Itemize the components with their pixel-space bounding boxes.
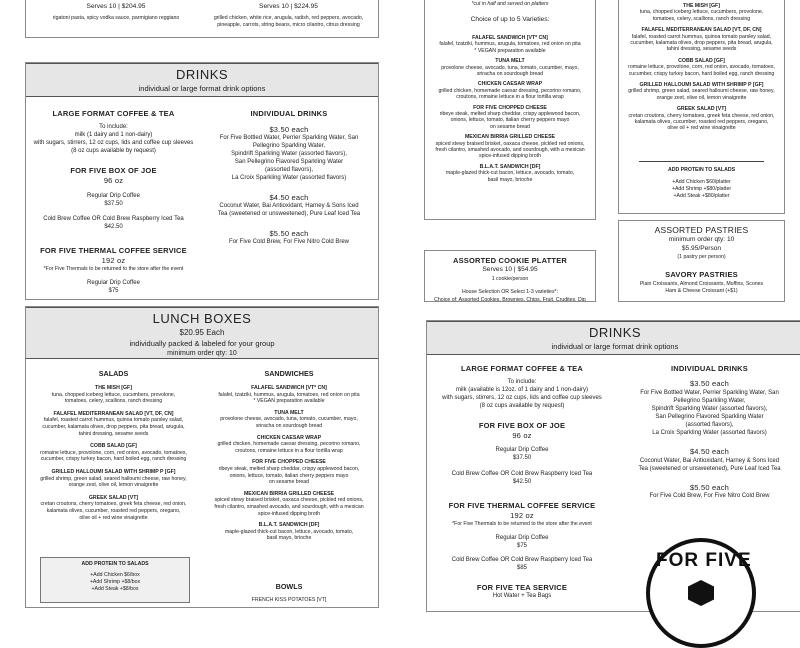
- menu-item-name: CHICKEN CAESAR WRAP: [477, 81, 543, 88]
- r-thermal-note: *For Five Thermals to be returned to the store after the event: [452, 521, 592, 527]
- menu-item-desc: cucumber, crispy turkey bacon, hard boiled egg, ranch dressing: [40, 456, 187, 463]
- cookie-platter-panel: [424, 250, 596, 302]
- menu-item-name: THE MISH [GF]: [95, 385, 132, 391]
- r-cold-brew-price: $42.50: [512, 479, 532, 485]
- cookie-sub: 1 cookie/person: [491, 276, 529, 282]
- menu-item-name: THE MISH [GF]: [683, 3, 720, 9]
- menu-item-desc: spiced stewy braised brisket, oaxaca cheese, pickled red onions,: [214, 497, 364, 504]
- r-joe-size: 96 oz: [512, 431, 532, 440]
- joe-size: 96 oz: [103, 176, 124, 185]
- menu-item-desc: basil mayo, brioche: [266, 535, 312, 542]
- menu-item-name: FALAFEL MEDITERRANEAN SALAD [VT, DF, CN]: [641, 27, 762, 34]
- r-thermal-regular-price: $75: [516, 543, 527, 549]
- r-thermal-heading: FOR FIVE THERMAL COFFEE SERVICE: [448, 501, 596, 510]
- drinks-panel-left: [25, 62, 379, 300]
- r-thermal-size: 192 oz: [510, 511, 534, 520]
- sandwich-platter-panel: [424, 0, 596, 220]
- drinks-right-subtitle: individual or large format drink options: [551, 342, 679, 351]
- drinks-title: DRINKS: [175, 67, 229, 82]
- menu-item-desc: cucumber, kalamata olives, drop peppers, pita bread, arugula,: [630, 40, 773, 46]
- menu-item-desc: onions, lettuce, tomato, italian cherry peppers mayo: [450, 117, 570, 124]
- menu-item-desc: maple-glazed thick-cut bacon, lettuce, avocado, tomato,: [224, 528, 354, 535]
- menu-item-desc: olive oil + red wine vinaigrette: [667, 125, 736, 132]
- menu-item-desc: cretan croutons, cherry tomatoes, greek feta cheese, red onion,: [40, 501, 187, 508]
- r-includes-3: (8 oz cups available by request): [479, 403, 565, 409]
- menu-item-name: CHICKEN CAESAR WRAP: [256, 434, 322, 441]
- menu-item-desc: romaine lettuce, provolone, corn, red onion, avocado, tomatoes,: [628, 64, 775, 71]
- r-large-format-heading: LARGE FORMAT COFFEE & TEA: [461, 364, 583, 373]
- r-tea-heading: FOR FIVE TEA SERVICE: [476, 583, 568, 592]
- ind-desc-3: For Five Cold Brew, For Five Nitro Cold Brew: [228, 239, 350, 245]
- platter-choice: Choice of up to 5 Varieties:: [470, 16, 550, 23]
- ind-desc-2b: Tea (sweetened or unsweetened), Pure Leaf Iced Tea: [217, 211, 361, 217]
- menu-item-desc: sriracha on sourdough bread: [255, 423, 323, 429]
- ind-desc-1a: For Five Bottled Water, Perrier Sparkling Water, San: [219, 135, 359, 141]
- ind-desc-2a: Coconut Water, Bai Antioxidant, Harney & Sons Iced: [219, 203, 359, 209]
- menu-item-desc: tahini dressing, sesame seeds: [666, 46, 737, 53]
- menu-item-name: TUNA MELT: [274, 409, 304, 416]
- large-format-heading: LARGE FORMAT COFFEE & TEA: [52, 109, 175, 118]
- ind-desc-1c: Spindrift Sparkling Water (assorted flavors),: [231, 151, 347, 157]
- menu-item-desc: tuna, chopped iceberg lettuce, cucumbers, provolone,: [639, 9, 764, 16]
- ind-desc-1d: San Pellegrino Flavored Sparkling Water: [234, 159, 344, 165]
- lunch-price: $20.95 Each: [179, 328, 225, 337]
- salad-platter-panel: [618, 0, 785, 214]
- cookie-partial: Choice of: Assorted Cookies, Brownies, Chips, Fruit, Crudites, Dip: [434, 297, 586, 302]
- top-fragment-panel: [25, 0, 379, 38]
- menu-item-name: FOR FIVE CHOPPED CHEESE: [473, 104, 547, 111]
- cookie-title: ASSORTED COOKIE PLATTER: [452, 256, 568, 265]
- cold-brew-price: $42.50: [104, 224, 123, 230]
- menu-item-desc: ribeye steak, melted sharp cheddar, crispy applewood bacon,: [439, 111, 581, 117]
- menu-item-desc: grilled chicken, homemade caesar dressing, pecorino romano,: [438, 87, 582, 94]
- menu-item-name: MEXICAN BIRRIA GRILLED CHEESE: [464, 134, 556, 141]
- menu-item-name: FOR FIVE CHOPPED CHEESE: [252, 459, 326, 466]
- menu-item-name: FALAFEL SANDWICH [VT* CN]: [251, 385, 327, 391]
- menu-item-desc: onions, lettuce, tomato, italian cherry peppers mayo: [229, 472, 349, 479]
- right-add-protein-heading: ADD PROTEIN TO SALADS: [667, 167, 736, 173]
- drinks-banner: [25, 63, 379, 97]
- menu-item-desc: olive oil + red wine vinaigrette: [79, 514, 148, 521]
- lunch-title: LUNCH BOXES: [152, 311, 252, 326]
- menu-item-desc: fresh cilantro, smashed avocado, and sourdough, with a mexican: [214, 504, 364, 510]
- r-regular-drip: Regular Drip Coffee: [495, 447, 549, 453]
- pastries-minimum: minimum order qty: 10: [668, 236, 735, 243]
- bowls-partial: FRENCH KISS POTATOES [VT]: [251, 597, 327, 603]
- menu-item-desc: maple-glazed thick-cut bacon, lettuce, avocado, tomato,: [445, 170, 575, 177]
- menu-item-name: GREEK SALAD [VT]: [88, 494, 139, 501]
- thermal-size: 192 oz: [101, 256, 126, 265]
- r-cold-brew: Cold Brew Coffee OR Cold Brew Raspberry Iced Tea: [451, 471, 593, 477]
- menu-item-desc: spice-infused dipping broth: [478, 153, 541, 160]
- menu-item-name: FALAFEL MEDITERRANEAN SALAD [VT, DF, CN]: [53, 410, 174, 417]
- r-ind-desc-1c: Spindrift Sparkling Water (assorted flavors),: [651, 406, 768, 412]
- lunch-subtitle: individually packed & labeled for your group: [129, 339, 275, 348]
- menu-item-desc: on sesame bread: [268, 479, 310, 486]
- menu-item-desc: * VEGAN preparation available: [474, 47, 546, 54]
- add-protein-2: +Add Shrimp +$8/box: [89, 579, 141, 585]
- menu-item-name: B.L.A.T. SANDWICH [DF]: [258, 522, 320, 529]
- regular-drip: Regular Drip Coffee: [87, 193, 140, 199]
- includes-2: with sugars, stirrers, 12 oz cups, lids and coffee cup sleeves: [33, 140, 194, 146]
- thermal-regular: Regular Drip Coffee: [87, 280, 140, 286]
- menu-item-desc: falafel, roasted carrot hummus, quinoa tomato parsley salad,: [631, 33, 772, 40]
- thermal-heading: FOR FIVE THERMAL COFFEE SERVICE: [40, 246, 187, 255]
- ind-price-3: $5.50 each: [269, 229, 309, 238]
- r-thermal-cold: Cold Brew Coffee OR Cold Brew Raspberry Iced Tea: [451, 557, 593, 563]
- cookie-selection: House Selection OR Select 1-3 varieties*:: [461, 289, 558, 295]
- drinks-right-title: DRINKS: [588, 325, 642, 340]
- menu-item-desc: provolone cheese, avocado, tuna, tomato, cucumber, mayo,: [220, 416, 358, 423]
- menu-item-name: COBB SALAD [GF]: [678, 57, 725, 64]
- menu-item-desc: kalamata olives, cucumber, roasted red peppers, oregano,: [46, 508, 181, 514]
- menu-item-desc: croutons, romaine lettuce in a flour tortilla wrap: [456, 94, 564, 101]
- add-protein-1: +Add Chicken $6/box: [90, 572, 140, 578]
- ind-price-1: $3.50 each: [269, 125, 309, 134]
- r-ind-desc-1d: San Pellegrino Flavored Sparkling Water: [655, 414, 764, 420]
- savory-heading: SAVORY PASTRIES: [665, 270, 738, 279]
- ind-price-2: $4.50 each: [269, 193, 309, 202]
- r-ind-desc-1a: For Five Bottled Water, Perrier Sparkling Water, San: [640, 390, 779, 396]
- logo-text: FOR FIVE: [656, 550, 752, 571]
- r-to-include: To include:: [507, 379, 537, 385]
- menu-item-desc: fresh cilantro, smashed avocado, and sourdough, with a mexican: [435, 147, 585, 153]
- r-regular-drip-price: $37.50: [512, 455, 532, 461]
- bowls-heading: BOWLS: [275, 582, 303, 591]
- r-ind-desc-3: For Five Cold Brew, For Five Nitro Cold Brew: [649, 493, 770, 499]
- drinks-subtitle: individual or large format drink options: [138, 84, 266, 93]
- right-add-protein-3: +Add Steak +$80/platter: [673, 193, 730, 199]
- drinks-right-banner: [426, 321, 800, 355]
- r-includes-1: milk (available is 12oz. of 1 dairy and 1 non-dairy): [455, 387, 589, 393]
- savory-1: Plain Croissants, Almond Croissants, Muffins, Scones: [639, 281, 764, 287]
- protein-divider: [639, 161, 764, 162]
- menu-item-desc: * VEGAN preparation available: [253, 398, 325, 405]
- menu-item-desc: grilled shrimp, green salad, seared halloumi cheese, raw honey,: [628, 88, 775, 95]
- menu-item-desc: tuna, chopped iceberg lettuce, cucumbers, provolone,: [51, 391, 176, 398]
- add-protein-box: [40, 557, 190, 603]
- menu-item-name: FALAFEL SANDWICH [VT* CN]: [472, 35, 548, 41]
- regular-drip-price: $37.50: [104, 201, 123, 207]
- menu-item-name: GRILLED HALLOUMI SALAD WITH SHRIMP P [GF]: [51, 469, 176, 475]
- r-includes-2: with sugars, stirrers, 12 oz cups, lids and coffee cup sleeves: [442, 395, 602, 401]
- r-ind-desc-1f: La Croix Sparkling Water (assorted flavors): [652, 430, 767, 436]
- fragment-col2-price: Serves 10 | $224.95: [259, 3, 318, 10]
- r-ind-price-1: $3.50 each: [689, 379, 730, 388]
- add-protein-heading: ADD PROTEIN TO SALADS: [81, 561, 149, 567]
- joe-heading: FOR FIVE BOX OF JOE: [70, 166, 157, 175]
- menu-item-desc: orange zest, olive oil, lemon vinaigrette: [68, 482, 159, 489]
- r-thermal-cold-price: $85: [516, 565, 527, 571]
- r-individual-heading: INDIVIDUAL DRINKS: [670, 364, 749, 373]
- r-ind-price-2: $4.50 each: [689, 447, 730, 456]
- lunch-minimum: minimum order qty: 10: [167, 350, 237, 357]
- menu-item-desc: romaine lettuce, provolone, corn, red onion, avocado, tomatoes,: [40, 449, 187, 456]
- cold-brew: Cold Brew Coffee OR Cold Brew Raspberry Iced Tea: [43, 216, 184, 222]
- menu-item-desc: cucumber, crispy turkey bacon, hard boiled egg, ranch dressing: [628, 70, 775, 77]
- menu-item-name: GRILLED HALLOUMI SALAD WITH SHRIMP P [GF]: [639, 82, 764, 88]
- r-ind-price-3: $5.50 each: [689, 483, 730, 492]
- add-protein-3: +Add Steak +$8/box: [91, 586, 139, 592]
- ind-desc-1f: La Croix Sparkling Water (assorted flavors): [231, 175, 347, 181]
- menu-item-desc: spiced stewy braised brisket, oaxaca cheese, pickled red onions,: [435, 140, 585, 147]
- cookie-price: Serves 10 | $54.95: [482, 266, 538, 273]
- r-ind-desc-2a: Coconut Water, Bai Antioxidant, Harney & Sons Iced: [639, 458, 780, 464]
- pastries-price: $5.95/Person: [681, 245, 722, 252]
- r-joe-heading: FOR FIVE BOX OF JOE: [478, 421, 566, 430]
- lunch-banner: [25, 307, 379, 359]
- thermal-note: *For Five Thermals to be returned to the store after the event: [43, 266, 184, 272]
- menu-item-desc: spice-infused dipping broth: [257, 510, 320, 517]
- r-ind-desc-1e: (assorted flavors),: [685, 422, 734, 428]
- menu-item-name: COBB SALAD [GF]: [90, 443, 137, 450]
- fragment-col2-desc-2: pineapple, carrots, string beans, micro cilantro, citrus dressing: [217, 22, 360, 28]
- menu-item-desc: tomatoes, celery, scallions, ranch dressing: [64, 398, 163, 405]
- pastries-sub: (1 pastry per person): [677, 254, 726, 260]
- salads-heading: SALADS: [98, 369, 129, 378]
- fragment-col1-desc: rigatoni pasta, spicy vodka sauce, parmigiano reggiano: [52, 15, 180, 21]
- r-thermal-regular: Regular Drip Coffee: [495, 535, 549, 541]
- menu-item-name: TUNA MELT: [495, 58, 525, 65]
- includes-1: milk (1 dairy and 1 non-dairy): [74, 132, 153, 138]
- menu-item-desc: ribeye steak, melted sharp cheddar, crispy applewood bacon,: [218, 466, 360, 472]
- menu-item-desc: croutons, romaine lettuce in a flour tortilla wrap: [235, 447, 343, 454]
- menu-item-desc: falafel, roasted carrot hummus, quinoa tomato parsley salad,: [43, 417, 184, 424]
- menu-item-desc: orange zest, olive oil, lemon vinaigrette: [656, 94, 747, 101]
- right-add-protein-2: +Add Shrimp +$80/platter: [671, 186, 732, 192]
- to-include: To include:: [99, 124, 128, 130]
- for-five-logo: [646, 538, 756, 648]
- menu-item-desc: falafel, tzatziki, hummus, arugula, tomatoes, red onion on pita: [218, 391, 360, 398]
- r-ind-desc-1b: Pellegrino Sparkling Water,: [673, 398, 746, 404]
- menu-item-desc: grilled chicken, homemade caesar dressing, pecorino romano,: [217, 441, 361, 448]
- menu-item-desc: on sesame bread: [489, 123, 531, 130]
- menu-item-desc: falafel, tzatziki, hummus, arugula, tomatoes, red onion on pita: [439, 41, 581, 48]
- menu-item-desc: provolone cheese, avocado, tuna, tomato, cucumber, mayo,: [441, 64, 579, 71]
- r-tea-desc: Hot Water + Tea Bags: [492, 593, 552, 599]
- menu-item-desc: sriracha on sourdough bread: [476, 71, 544, 77]
- includes-3: (8 oz cups available by request): [71, 148, 156, 154]
- menu-item-name: B.L.A.T. SANDWICH [DF]: [479, 163, 541, 170]
- menu-item-desc: tomatoes, celery, scallions, ranch dressing: [652, 15, 751, 22]
- menu-item-desc: cretan croutons, cherry tomatoes, greek feta cheese, red onion,: [628, 112, 775, 119]
- savory-2: Ham & Cheese Croissant (+$1): [665, 288, 738, 294]
- platter-note: *cut in half and served on platters: [471, 1, 549, 7]
- pastries-panel: [618, 220, 785, 302]
- fragment-col2-desc-1: grilled chicken, white rice, arugula, radish, red peppers, avocado,: [213, 15, 364, 21]
- menu-item-desc: tahini dressing, sesame seeds: [78, 430, 149, 437]
- lunch-boxes-panel: [25, 306, 379, 608]
- ind-desc-1e: (assorted flavors),: [264, 167, 313, 173]
- pastries-title: ASSORTED PASTRIES: [654, 225, 749, 235]
- right-add-protein-1: +Add Chicken $60/platter: [672, 179, 731, 185]
- ind-desc-1b: Pellegrino Sparkling Water,: [252, 143, 326, 149]
- fragment-col1-price: Serves 10 | $204.95: [86, 3, 146, 10]
- menu-item-desc: cucumber, kalamata olives, drop peppers, pita bread, arugula,: [42, 424, 185, 430]
- r-ind-desc-2b: Tea (sweetened or unsweetened), Pure Leaf Iced Tea: [638, 466, 781, 472]
- hexagon-icon: [688, 580, 714, 606]
- menu-item-desc: grilled shrimp, green salad, seared halloumi cheese, raw honey,: [40, 475, 187, 482]
- menu-item-name: GREEK SALAD [VT]: [676, 106, 727, 113]
- individual-heading: INDIVIDUAL DRINKS: [250, 109, 328, 118]
- thermal-regular-price: $75: [108, 288, 119, 294]
- menu-item-desc: basil mayo, brioche: [487, 176, 533, 183]
- menu-item-name: MEXICAN BIRRIA GRILLED CHEESE: [243, 490, 335, 497]
- menu-item-desc: kalamata olives, cucumber, roasted red peppers, oregano,: [634, 119, 769, 125]
- sandwiches-heading: SANDWICHES: [264, 369, 314, 378]
